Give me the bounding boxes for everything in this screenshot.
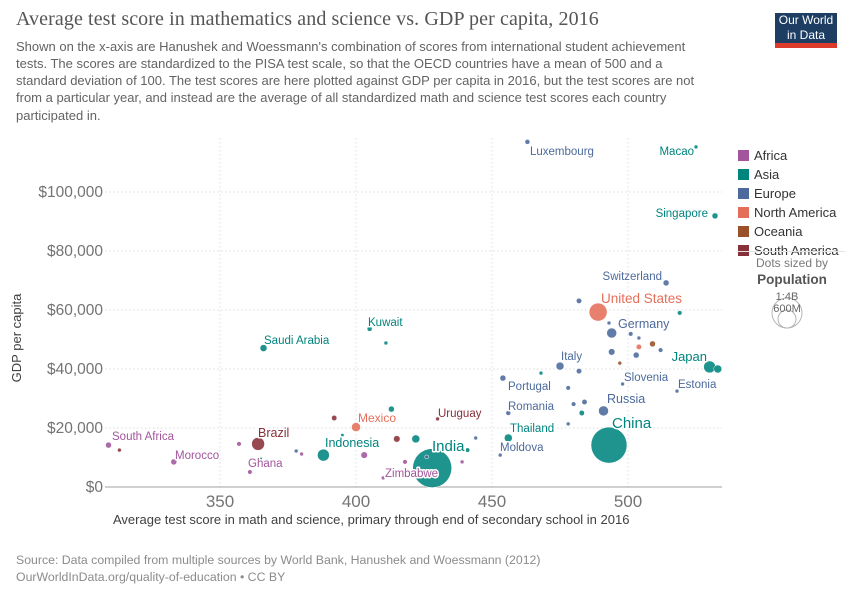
dot-indonesia[interactable] bbox=[317, 449, 329, 461]
dot[interactable] bbox=[576, 368, 581, 373]
y-axis-title: GDP per capita bbox=[9, 293, 24, 383]
dot[interactable] bbox=[582, 399, 587, 404]
legend-item-north-america[interactable] bbox=[738, 203, 846, 222]
dot[interactable] bbox=[294, 449, 298, 453]
legend-label: Oceania bbox=[754, 224, 803, 239]
dot[interactable] bbox=[677, 311, 682, 316]
dot[interactable] bbox=[412, 435, 420, 443]
dot[interactable] bbox=[633, 352, 639, 358]
legend-swatch bbox=[738, 226, 749, 237]
dot[interactable] bbox=[332, 415, 337, 420]
dot[interactable] bbox=[579, 410, 584, 415]
country-label-estonia: Estonia bbox=[678, 379, 717, 391]
owid-logo[interactable] bbox=[775, 13, 837, 48]
country-label-indonesia: Indonesia bbox=[325, 436, 380, 450]
legend-swatch bbox=[738, 207, 749, 218]
y-tick-label: $100,000 bbox=[38, 184, 103, 201]
legend-swatch bbox=[738, 169, 749, 180]
size-legend-caption-bold: Population bbox=[757, 272, 827, 287]
country-label-mexico: Mexico bbox=[358, 411, 397, 425]
dot[interactable] bbox=[361, 452, 368, 459]
dot-macao[interactable] bbox=[694, 145, 698, 149]
country-label-italy: Italy bbox=[561, 351, 583, 363]
dot[interactable] bbox=[658, 348, 663, 353]
country-label-japan: Japan bbox=[671, 349, 707, 364]
size-legend-circles bbox=[738, 260, 846, 335]
country-label-ghana: Ghana bbox=[248, 458, 283, 470]
dot[interactable] bbox=[425, 455, 429, 459]
dot[interactable] bbox=[636, 344, 641, 349]
source-note bbox=[16, 552, 540, 586]
population-size-legend bbox=[738, 256, 846, 315]
country-label-luxembourg: Luxembourg bbox=[530, 146, 594, 158]
country-label-moldova: Moldova bbox=[500, 442, 544, 454]
legend-label: South America bbox=[754, 243, 839, 258]
legend-swatch bbox=[738, 188, 749, 199]
dot[interactable] bbox=[571, 402, 576, 407]
y-tick-label: $60,000 bbox=[46, 302, 103, 319]
dot-ghana[interactable] bbox=[248, 470, 253, 475]
legend-label: Africa bbox=[754, 148, 788, 163]
x-tick-label: 400 bbox=[341, 492, 371, 511]
dot-singapore[interactable] bbox=[712, 213, 718, 219]
dot-italy[interactable] bbox=[556, 362, 564, 370]
owid-logo-text: Our World in Data bbox=[778, 13, 834, 42]
x-tick-label: 350 bbox=[205, 492, 235, 511]
svg-text:1:4B: 1:4B bbox=[775, 291, 799, 303]
dot[interactable] bbox=[714, 365, 722, 373]
dot[interactable] bbox=[394, 436, 401, 443]
dot[interactable] bbox=[539, 371, 543, 375]
country-label-thailand: Thailand bbox=[510, 423, 555, 435]
dot[interactable] bbox=[637, 336, 641, 340]
legend-item-asia[interactable] bbox=[738, 165, 846, 184]
country-label-morocco: Morocco bbox=[175, 450, 220, 462]
y-tick-label: $0 bbox=[85, 479, 103, 496]
country-label-macao: Macao bbox=[659, 146, 694, 158]
dot[interactable] bbox=[460, 460, 464, 464]
continent-legend bbox=[738, 146, 846, 260]
x-tick-label: 450 bbox=[477, 492, 507, 511]
dot[interactable] bbox=[300, 452, 304, 456]
dot[interactable] bbox=[474, 436, 478, 440]
dot[interactable] bbox=[237, 442, 242, 447]
x-axis-title: Average test score in math and science, primary through end of secondary school in 2016 bbox=[113, 512, 630, 527]
source-line: Source: Data compiled from multiple sources by World Bank, Hanushek and Woessmann (2012) bbox=[16, 553, 541, 567]
size-legend-caption: Dots sized by bbox=[755, 256, 829, 270]
dot[interactable] bbox=[566, 386, 571, 391]
country-label-slovenia: Slovenia bbox=[624, 372, 669, 384]
dot[interactable] bbox=[117, 448, 121, 452]
dot[interactable] bbox=[608, 349, 615, 356]
country-label-portugal: Portugal bbox=[508, 381, 551, 393]
dot-thailand[interactable] bbox=[504, 434, 512, 442]
dot-germany[interactable] bbox=[607, 328, 617, 338]
country-label-india: India bbox=[432, 438, 465, 455]
country-label-brazil: Brazil bbox=[258, 426, 290, 440]
legend-swatch bbox=[738, 150, 749, 161]
country-label-kuwait: Kuwait bbox=[368, 317, 403, 329]
country-label-switzerland: Switzerland bbox=[602, 271, 662, 283]
dot-south-africa[interactable] bbox=[106, 442, 112, 448]
legend-label: Asia bbox=[754, 167, 780, 182]
country-label-germany: Germany bbox=[618, 317, 670, 331]
svg-text:600M: 600M bbox=[773, 303, 801, 315]
dot[interactable] bbox=[566, 422, 570, 426]
country-label-united-states: United States bbox=[601, 291, 683, 306]
country-label-south-africa: South Africa bbox=[112, 431, 175, 443]
legend-label: Europe bbox=[754, 186, 796, 201]
dot-switzerland[interactable] bbox=[663, 280, 669, 286]
country-label-russia: Russia bbox=[607, 392, 646, 406]
chart-subtitle: Shown on the x-axis are Hanushek and Woessmann's combination of scores from international student achievement tests. The scores are standardized to the PISA test scale, so that the OECD countries have a mean of 500 and a standard deviation of 100. The test scores are here plotted against GDP per capita in 2016, but the test scores are not from a particular year, and instead are the average of all standardized math and science test scores each country participated in. bbox=[16, 39, 695, 123]
country-label-china: China bbox=[612, 415, 652, 432]
legend-item-africa[interactable] bbox=[738, 146, 846, 165]
dot[interactable] bbox=[403, 460, 408, 465]
source-link[interactable]: OurWorldInData.org/quality-of-education • CC BY bbox=[16, 570, 286, 584]
dot[interactable] bbox=[576, 298, 581, 303]
y-tick-label: $40,000 bbox=[46, 361, 103, 378]
dot[interactable] bbox=[618, 361, 622, 365]
y-tick-label: $80,000 bbox=[46, 243, 103, 260]
dot-portugal[interactable] bbox=[500, 375, 506, 381]
dot[interactable] bbox=[465, 448, 470, 453]
dot[interactable] bbox=[384, 341, 388, 345]
legend-item-europe[interactable] bbox=[738, 184, 846, 203]
x-tick-label: 500 bbox=[613, 492, 643, 511]
legend-item-oceania[interactable] bbox=[738, 222, 846, 241]
page-title: Average test score in mathematics and science vs. GDP per capita, 2016 bbox=[16, 8, 599, 30]
country-label-uruguay: Uruguay bbox=[438, 408, 482, 420]
dot[interactable] bbox=[650, 341, 656, 347]
country-label-zimbabwe: Zimbabwe bbox=[385, 468, 439, 480]
dot-luxembourg[interactable] bbox=[525, 139, 530, 144]
dot[interactable] bbox=[628, 332, 633, 337]
country-label-singapore: Singapore bbox=[655, 208, 708, 220]
dot-russia[interactable] bbox=[599, 406, 609, 416]
country-label-romania: Romania bbox=[508, 401, 555, 413]
dot[interactable] bbox=[607, 321, 611, 325]
y-tick-label: $20,000 bbox=[46, 420, 103, 437]
legend-divider bbox=[738, 251, 845, 252]
dot-china[interactable] bbox=[591, 427, 627, 463]
legend-label: North America bbox=[754, 205, 837, 220]
country-label-saudi-arabia: Saudi Arabia bbox=[264, 335, 330, 347]
